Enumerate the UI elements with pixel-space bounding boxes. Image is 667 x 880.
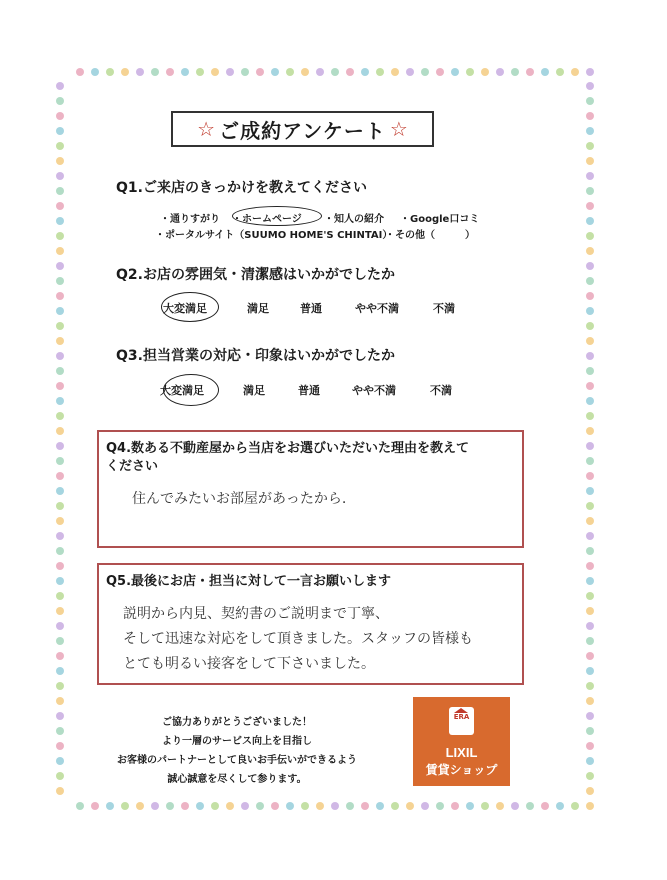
border-dot	[586, 412, 594, 420]
border-dot	[586, 442, 594, 450]
border-dot	[406, 802, 414, 810]
border-dot	[56, 592, 64, 600]
border-dot	[56, 397, 64, 405]
border-dot	[226, 68, 234, 76]
q3-option-neutral: 普通	[298, 384, 320, 397]
border-dot	[361, 802, 369, 810]
border-dot	[106, 802, 114, 810]
border-dot	[586, 337, 594, 345]
border-dot	[511, 802, 519, 810]
q3-option-very-satisfied: 大変満足	[160, 384, 204, 397]
era-badge-text: ERA	[453, 713, 470, 721]
border-dot	[56, 667, 64, 675]
border-dot	[56, 382, 64, 390]
border-dot	[586, 112, 594, 120]
border-dot	[196, 68, 204, 76]
border-dot	[56, 337, 64, 345]
q1-option-other: ・その他（ ）	[385, 230, 475, 241]
q5-question: Q5.最後にお店・担当に対して一言お願いします	[106, 574, 392, 589]
border-dot	[316, 68, 324, 76]
border-dot	[56, 97, 64, 105]
border-dot	[571, 802, 579, 810]
border-dot	[56, 442, 64, 450]
q4-handwritten-answer: 住んでみたいお部屋があったから.	[132, 491, 347, 507]
q1-question: Q1.ご来店のきっかけを教えてください	[116, 180, 367, 196]
border-dot	[586, 322, 594, 330]
border-dot	[271, 802, 279, 810]
border-dot	[56, 187, 64, 195]
border-dot	[56, 757, 64, 765]
border-dot	[586, 427, 594, 435]
border-dot	[421, 68, 429, 76]
border-dot	[586, 217, 594, 225]
q5-answer-line1: 説明から内見、契約書のご説明まで丁寧、	[123, 606, 389, 622]
q2-option-satisfied: 満足	[247, 302, 269, 315]
border-dot	[151, 802, 159, 810]
border-dot	[586, 667, 594, 675]
border-dot	[586, 277, 594, 285]
q2-option-somewhat-dissatisfied: やや不満	[355, 302, 399, 315]
border-dot	[451, 802, 459, 810]
q2-option-neutral: 普通	[300, 302, 322, 315]
q4-answer-box	[97, 430, 524, 548]
q3-option-somewhat-dissatisfied: やや不満	[352, 384, 396, 397]
border-dot	[56, 112, 64, 120]
border-dot	[56, 712, 64, 720]
border-dot	[346, 68, 354, 76]
border-dot	[56, 607, 64, 615]
survey-title	[171, 111, 434, 147]
border-dot	[121, 68, 129, 76]
border-dot	[586, 68, 594, 76]
border-dot	[166, 802, 174, 810]
border-dot	[586, 637, 594, 645]
border-dot	[586, 577, 594, 585]
q2-option-very-satisfied: 大変満足	[163, 302, 207, 315]
border-dot	[586, 652, 594, 660]
border-dot	[586, 472, 594, 480]
border-dot	[586, 307, 594, 315]
q3-selected-circle	[163, 374, 219, 406]
border-dot	[586, 382, 594, 390]
border-dot	[586, 172, 594, 180]
border-dot	[496, 802, 504, 810]
border-dot	[556, 802, 564, 810]
border-dot	[286, 68, 294, 76]
star-icon-right: ☆	[389, 117, 408, 141]
border-dot	[56, 262, 64, 270]
border-dot	[586, 742, 594, 750]
border-dot	[56, 772, 64, 780]
q5-answer-box	[97, 563, 524, 685]
border-dot	[121, 802, 129, 810]
border-dot	[586, 487, 594, 495]
border-dot	[56, 742, 64, 750]
border-dot	[526, 68, 534, 76]
border-dot	[586, 187, 594, 195]
border-dot	[56, 502, 64, 510]
border-dot	[481, 68, 489, 76]
border-dot	[586, 547, 594, 555]
border-dot	[571, 68, 579, 76]
border-dot	[586, 532, 594, 540]
border-dot	[211, 68, 219, 76]
star-icon-left: ☆	[197, 117, 216, 141]
border-dot	[496, 68, 504, 76]
border-dot	[56, 367, 64, 375]
thanks-line4: 誠心誠意を尽くして参ります。	[167, 774, 307, 785]
thanks-line1: ご協力ありがとうございました！	[162, 717, 312, 728]
border-dot	[466, 68, 474, 76]
border-dot	[256, 802, 264, 810]
border-dot	[586, 502, 594, 510]
logo-shop-name: 賃貸ショップ	[425, 763, 498, 777]
border-dot	[56, 172, 64, 180]
q2-selected-circle	[161, 292, 219, 322]
border-dot	[56, 547, 64, 555]
q1-option-passing: ・通りすがり	[160, 214, 220, 225]
border-dot	[586, 682, 594, 690]
border-dot	[466, 802, 474, 810]
q4-question-line1: Q4.数ある不動産屋から当店をお選びいただいた理由を教えて	[106, 441, 470, 456]
border-dot	[556, 68, 564, 76]
border-dot	[56, 412, 64, 420]
q5-answer-line3: とても明るい接客をして下さいました。	[123, 656, 375, 672]
border-dot	[586, 292, 594, 300]
border-dot	[586, 562, 594, 570]
border-dot	[361, 68, 369, 76]
border-dot	[136, 802, 144, 810]
thanks-line2: より一層のサービス向上を目指し	[162, 736, 312, 747]
q2-question: Q2.お店の雰囲気・清潔感はいかがでしたか	[116, 267, 395, 283]
border-dot	[106, 68, 114, 76]
title-text: ご成約アンケート	[219, 118, 386, 143]
border-dot	[586, 802, 594, 810]
border-dot	[56, 82, 64, 90]
border-dot	[586, 142, 594, 150]
border-dot	[586, 157, 594, 165]
q1-option-referral: ・知人の紹介	[324, 214, 384, 225]
q4-question-line2: ください	[106, 459, 159, 474]
border-dot	[316, 802, 324, 810]
border-dot	[586, 247, 594, 255]
border-dot	[586, 457, 594, 465]
border-dot	[56, 652, 64, 660]
border-dot	[56, 682, 64, 690]
border-dot	[586, 757, 594, 765]
border-dot	[56, 457, 64, 465]
border-dot	[586, 232, 594, 240]
border-dot	[241, 802, 249, 810]
border-dot	[56, 577, 64, 585]
border-dot	[76, 802, 84, 810]
q1-option-homepage: ・ホームページ	[232, 214, 302, 225]
border-dot	[541, 802, 549, 810]
border-dot	[586, 367, 594, 375]
thanks-line3: お客様のパートナーとして良いお手伝いができるよう	[117, 755, 357, 766]
border-dot	[271, 68, 279, 76]
q3-option-dissatisfied: 不満	[430, 384, 452, 397]
q3-question: Q3.担当営業の対応・印象はいかがでしたか	[116, 348, 395, 364]
border-dot	[181, 802, 189, 810]
border-dot	[151, 68, 159, 76]
border-dot	[56, 127, 64, 135]
border-dot	[331, 802, 339, 810]
border-dot	[301, 802, 309, 810]
border-dot	[586, 712, 594, 720]
border-dot	[56, 532, 64, 540]
logo-brand: LIXIL	[445, 745, 478, 760]
border-dot	[56, 307, 64, 315]
border-dot	[406, 68, 414, 76]
border-dot	[586, 397, 594, 405]
border-dot	[181, 68, 189, 76]
border-dot	[56, 352, 64, 360]
border-dot	[286, 802, 294, 810]
border-dot	[436, 68, 444, 76]
border-dot	[586, 262, 594, 270]
border-dot	[136, 68, 144, 76]
border-dot	[56, 562, 64, 570]
border-dot	[56, 787, 64, 795]
border-dot	[451, 68, 459, 76]
border-dot	[586, 352, 594, 360]
border-dot	[586, 787, 594, 795]
q2-option-dissatisfied: 不満	[433, 302, 455, 315]
border-dot	[56, 217, 64, 225]
border-dot	[56, 517, 64, 525]
border-dot	[56, 472, 64, 480]
border-dot	[56, 277, 64, 285]
border-dot	[586, 622, 594, 630]
border-dot	[256, 68, 264, 76]
border-dot	[301, 68, 309, 76]
border-dot	[586, 727, 594, 735]
border-dot	[376, 68, 384, 76]
border-dot	[436, 802, 444, 810]
border-dot	[56, 622, 64, 630]
border-dot	[586, 82, 594, 90]
lixil-logo	[413, 697, 510, 786]
border-dot	[56, 727, 64, 735]
border-dot	[56, 292, 64, 300]
border-dot	[526, 802, 534, 810]
border-dot	[586, 697, 594, 705]
border-dot	[511, 68, 519, 76]
border-dot	[91, 802, 99, 810]
border-dot	[586, 127, 594, 135]
border-dot	[56, 697, 64, 705]
border-dot	[391, 802, 399, 810]
border-dot	[56, 157, 64, 165]
border-dot	[331, 68, 339, 76]
border-dot	[166, 68, 174, 76]
q1-selected-circle	[232, 206, 322, 226]
border-dot	[586, 592, 594, 600]
q5-answer-line2: そして迅速な対応をして頂きました。スタッフの皆様も	[123, 631, 473, 647]
border-dot	[56, 322, 64, 330]
border-dot	[56, 142, 64, 150]
border-dot	[391, 68, 399, 76]
border-dot	[76, 68, 84, 76]
border-dot	[56, 232, 64, 240]
border-dot	[541, 68, 549, 76]
border-dot	[421, 802, 429, 810]
border-dot	[586, 772, 594, 780]
border-dot	[91, 68, 99, 76]
border-dot	[196, 802, 204, 810]
border-dot	[56, 247, 64, 255]
border-dot	[241, 68, 249, 76]
border-dot	[376, 802, 384, 810]
border-dot	[56, 427, 64, 435]
border-dot	[226, 802, 234, 810]
border-dot	[346, 802, 354, 810]
border-dot	[586, 202, 594, 210]
border-dot	[56, 637, 64, 645]
border-dot	[211, 802, 219, 810]
era-badge	[449, 707, 474, 735]
q1-option-google: ・Google口コミ	[400, 214, 480, 225]
q3-option-satisfied: 満足	[243, 384, 265, 397]
border-dot	[586, 607, 594, 615]
border-dot	[56, 487, 64, 495]
q1-option-portal: ・ポータルサイト（SUUMO HOME'S CHINTAI）	[155, 230, 393, 241]
border-dot	[481, 802, 489, 810]
border-dot	[586, 517, 594, 525]
border-dot	[56, 202, 64, 210]
border-dot	[586, 97, 594, 105]
